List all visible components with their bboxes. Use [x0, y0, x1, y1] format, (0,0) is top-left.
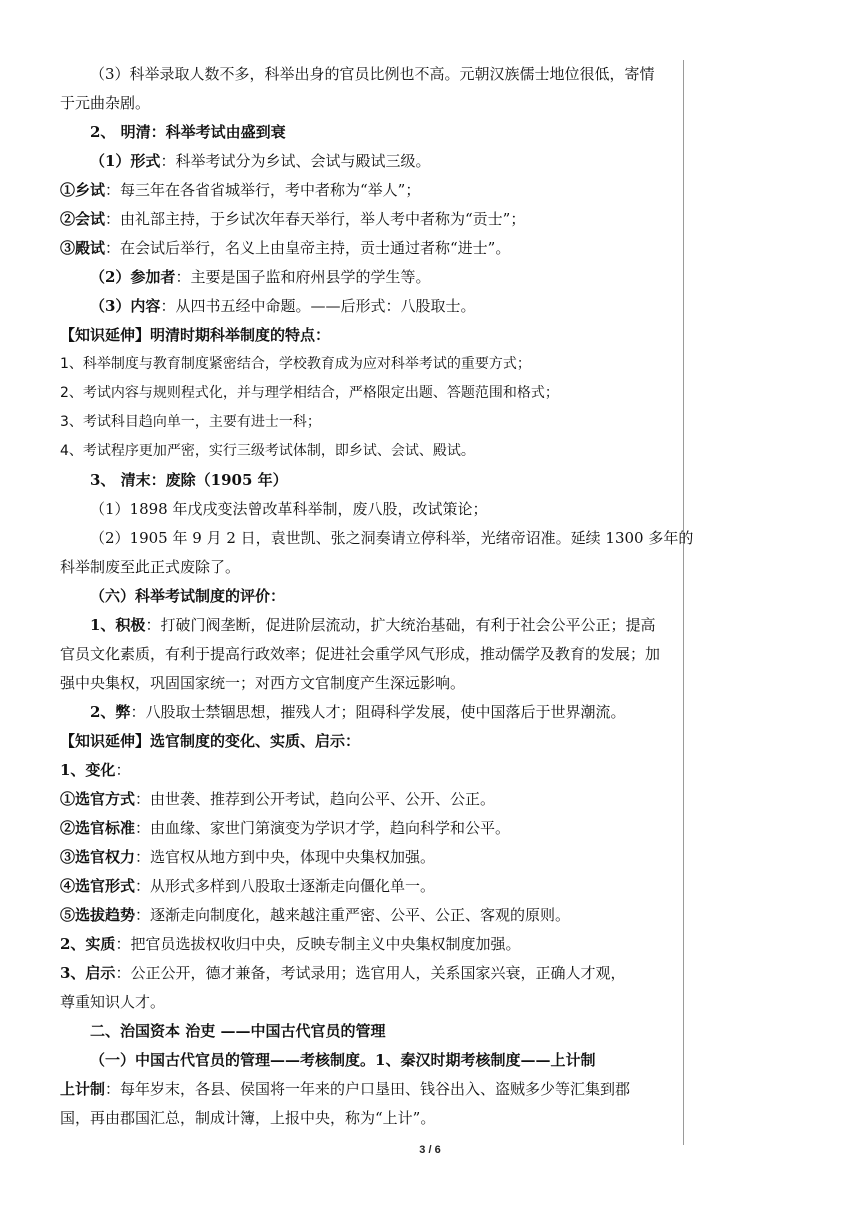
- line-text: ：八股取士禁锢思想，摧残人才；阻碍科学发展，使中国落后于世界潮流。: [130, 703, 626, 721]
- line-text: 国，再由郡国汇总，制成计簿，上报中央，称为“上计”。: [60, 1109, 436, 1127]
- line-heading: ③殿试: [60, 239, 106, 257]
- text-line: [60, 176, 670, 205]
- text-line: [60, 466, 670, 495]
- text-line: [60, 321, 670, 350]
- text-line: [60, 89, 670, 118]
- line-heading: ⑤选拔趋势: [60, 906, 136, 924]
- line-text: 3、考试科目趋向单一，主要有进士一科；: [60, 414, 321, 430]
- line-text: ：主要是国子监和府州县学的学生等。: [175, 268, 431, 286]
- text-line: [60, 785, 670, 814]
- line-text: ：在会试后举行，名义上由皇帝主持，贡士通过者称“进士”。: [105, 239, 511, 257]
- line-text: 强中央集权，巩固国家统一；对西方文官制度产生深远影响。: [60, 674, 466, 692]
- line-text: （1）1898 年戊戌变法曾改革科举制，废八股，改试策论；: [90, 500, 488, 518]
- text-line: [60, 1017, 670, 1046]
- line-text: ：由礼部主持，于乡试次年春天举行，举人考中者称为“贡士”；: [105, 210, 526, 228]
- text-line: [60, 1104, 670, 1133]
- line-text: 官员文化素质，有利于提高行政效率；促进社会重学风气形成，推动儒学及教育的发展；加: [60, 645, 661, 663]
- text-line: [60, 292, 670, 321]
- text-line: [60, 640, 670, 669]
- page-content: [60, 60, 694, 1133]
- line-text: ：由世袭、推荐到公开考试，趋向公平、公开、公正。: [135, 790, 496, 808]
- line-heading: 2、 明清：科举考试由盛到衰: [90, 123, 286, 141]
- text-line: [60, 698, 670, 727]
- line-text: ：每年岁末，各县、侯国将一年来的户口垦田、钱谷出入、盗贼多少等汇集到郡: [105, 1080, 631, 1098]
- line-heading: 2、实质: [60, 935, 116, 953]
- line-heading: 【知识延伸】明清时期科举制度的特点：: [60, 326, 331, 344]
- text-line: [60, 147, 670, 176]
- line-heading: ②选官标准: [60, 819, 136, 837]
- line-text: 于元曲杂剧。: [60, 94, 151, 112]
- text-line: [60, 756, 670, 785]
- line-text: ：: [115, 761, 131, 779]
- text-line: [60, 60, 670, 89]
- line-text: ：选官权从地方到中央，体现中央集权加强。: [135, 848, 436, 866]
- text-line: [60, 118, 670, 147]
- line-text: 2、考试内容与规则程式化，并与理学相结合，严格限定出题、答题范围和格式；: [60, 385, 559, 401]
- line-text: ：由血缘、家世门第演变为学识才学，趋向科学和公平。: [135, 819, 511, 837]
- line-heading: （一）中国古代官员的管理——考核制度。1、秦汉时期考核制度——上计制: [90, 1051, 596, 1069]
- line-text: ：公正公开，德才兼备，考试录用；选官用人，关系国家兴衰，正确人才观，: [115, 964, 626, 982]
- page-number: 3 / 6: [419, 1144, 441, 1156]
- text-line: [60, 959, 670, 988]
- line-heading: （2）参加者: [90, 268, 176, 286]
- line-heading: ②会试: [60, 210, 106, 228]
- line-heading: 3、 清末：废除（1905 年）: [90, 471, 288, 489]
- text-line: [60, 350, 670, 379]
- text-line: [60, 524, 694, 553]
- line-text: ：每三年在各省省城举行，考中者称为“举人”；: [105, 181, 421, 199]
- text-line: [60, 901, 670, 930]
- text-line: [60, 988, 670, 1017]
- text-line: [60, 437, 670, 466]
- text-line: [60, 582, 670, 611]
- text-line: [60, 1075, 670, 1104]
- line-heading: 3、启示: [60, 964, 116, 982]
- line-heading: （六）科举考试制度的评价：: [90, 587, 286, 605]
- text-line: [60, 814, 670, 843]
- line-heading: 【知识延伸】选官制度的变化、实质、启示：: [60, 732, 361, 750]
- line-text: ：逐渐走向制度化，越来越注重严密、公平、公正、客观的原则。: [135, 906, 571, 924]
- text-line: [60, 263, 670, 292]
- line-text: ：科举考试分为乡试、会试与殿试三级。: [160, 152, 431, 170]
- line-heading: ①乡试: [60, 181, 106, 199]
- line-heading: 上计制: [60, 1080, 106, 1098]
- line-text: （2）1905 年 9 月 2 日，袁世凯、张之洞奏请立停科举，光绪帝诏准。延续 1300 多年的: [90, 529, 694, 547]
- line-heading: ③选官权力: [60, 848, 136, 866]
- line-heading: 二、治国资本 治吏 ——中国古代官员的管理: [90, 1022, 386, 1040]
- text-line: [60, 495, 670, 524]
- line-heading: （3）内容: [90, 297, 161, 315]
- text-line: [60, 930, 670, 959]
- line-text: ：打破门阀垄断，促进阶层流动，扩大统治基础，有利于社会公平公正；提高: [145, 616, 656, 634]
- line-text: ：从四书五经中命题。——后形式：八股取士。: [160, 297, 476, 315]
- text-line: [60, 234, 670, 263]
- text-line: [60, 611, 670, 640]
- line-heading: 1、积极: [90, 616, 146, 634]
- line-text: ：从形式多样到八股取士逐渐走向僵化单一。: [135, 877, 436, 895]
- line-heading: ①选官方式: [60, 790, 136, 808]
- text-line: [60, 669, 670, 698]
- text-line: [60, 553, 670, 582]
- line-text: ：把官员选拔权收归中央，反映专制主义中央集权制度加强。: [115, 935, 521, 953]
- text-line: [60, 1046, 670, 1075]
- line-text: （3）科举录取人数不多，科举出身的官员比例也不高。元朝汉族儒士地位很低，寄情: [90, 65, 655, 83]
- line-heading: 1、变化: [60, 761, 116, 779]
- line-text: 1、科举制度与教育制度紧密结合，学校教育成为应对科举考试的重要方式；: [60, 356, 531, 372]
- text-line: [60, 872, 670, 901]
- margin-divider: [683, 60, 684, 1145]
- line-heading: ④选官形式: [60, 877, 136, 895]
- line-text: 科举制废至此正式废除了。: [60, 558, 241, 576]
- line-heading: 2、弊: [90, 703, 131, 721]
- line-text: 4、考试程序更加严密，实行三级考试体制，即乡试、会试、殿试。: [60, 443, 475, 459]
- text-line: [60, 205, 670, 234]
- text-line: [60, 408, 670, 437]
- line-text: 尊重知识人才。: [60, 993, 166, 1011]
- text-line: [60, 843, 670, 872]
- text-line: [60, 379, 670, 408]
- text-line: [60, 727, 670, 756]
- line-heading: （1）形式: [90, 152, 161, 170]
